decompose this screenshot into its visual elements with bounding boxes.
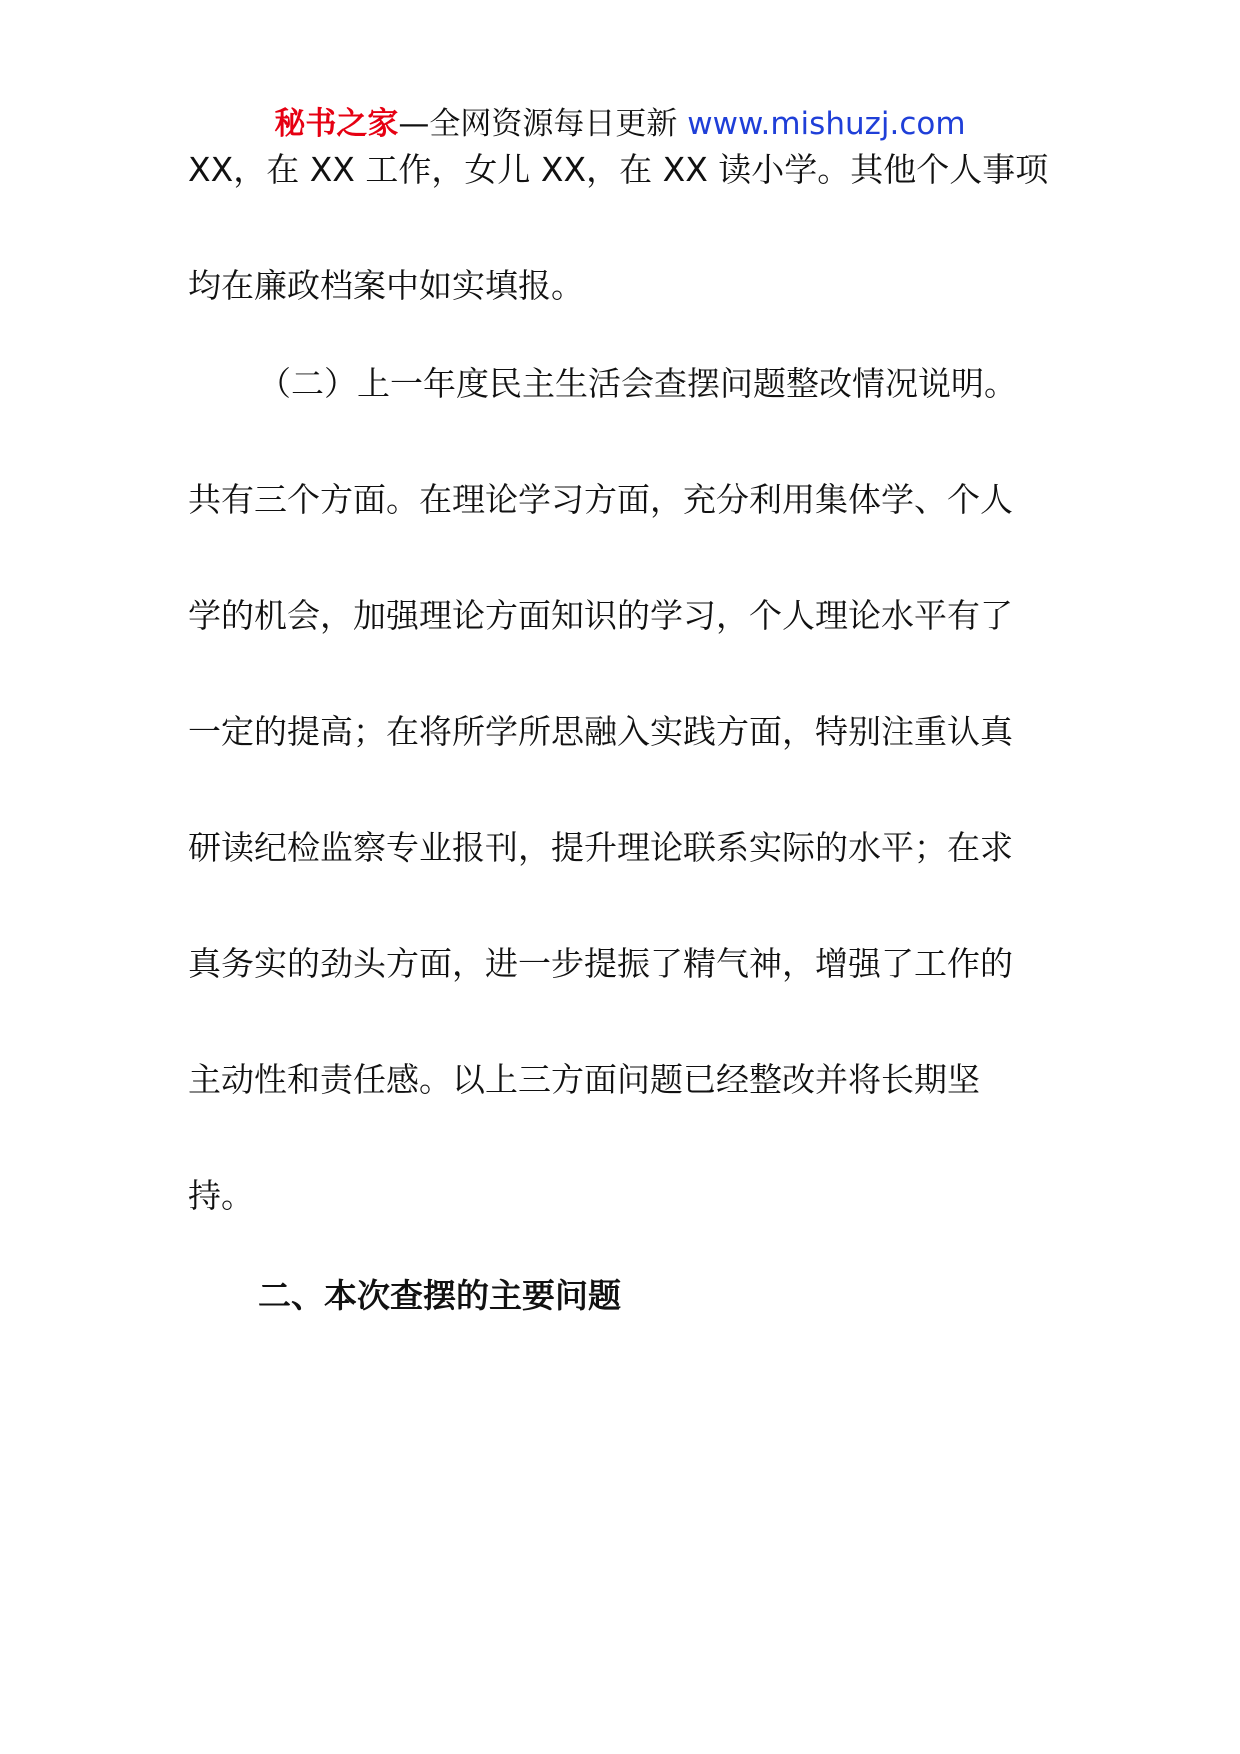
paragraph-line: 学的机会，加强理论方面知识的学习，个人理论水平有了 [188,596,1013,635]
paragraph-line: 真务实的劲头方面，进一步提振了精气神，增强了工作的 [188,944,1013,983]
paragraph-line: 持。 [188,1176,254,1215]
paragraph-line: 一定的提高；在将所学所思融入实践方面，特别注重认真 [188,712,1013,751]
brand-name: 秘书之家 [274,106,399,142]
website-link[interactable]: www.mishuzj.com [687,106,966,142]
header-tagline: —全网资源每日更新 [398,106,688,142]
watermark-header [0,102,1240,146]
paragraph-line: 研读纪检监察专业报刊，提升理论联系实际的水平；在求 [188,828,1013,867]
paragraph-line: 均在廉政档案中如实填报。 [188,266,584,305]
paragraph-line: 共有三个方面。在理论学习方面，充分利用集体学、个人 [188,480,1013,519]
subsection-heading: （二）上一年度民主生活会查摆问题整改情况说明。 [258,364,1017,403]
paragraph-line: XX，在 XX 工作，女儿 XX，在 XX 读小学。其他个人事项 [188,150,1049,189]
paragraph-line: 主动性和责任感。以上三方面问题已经整改并将长期坚 [188,1060,980,1099]
section-heading: 二、本次查摆的主要问题 [258,1276,621,1315]
